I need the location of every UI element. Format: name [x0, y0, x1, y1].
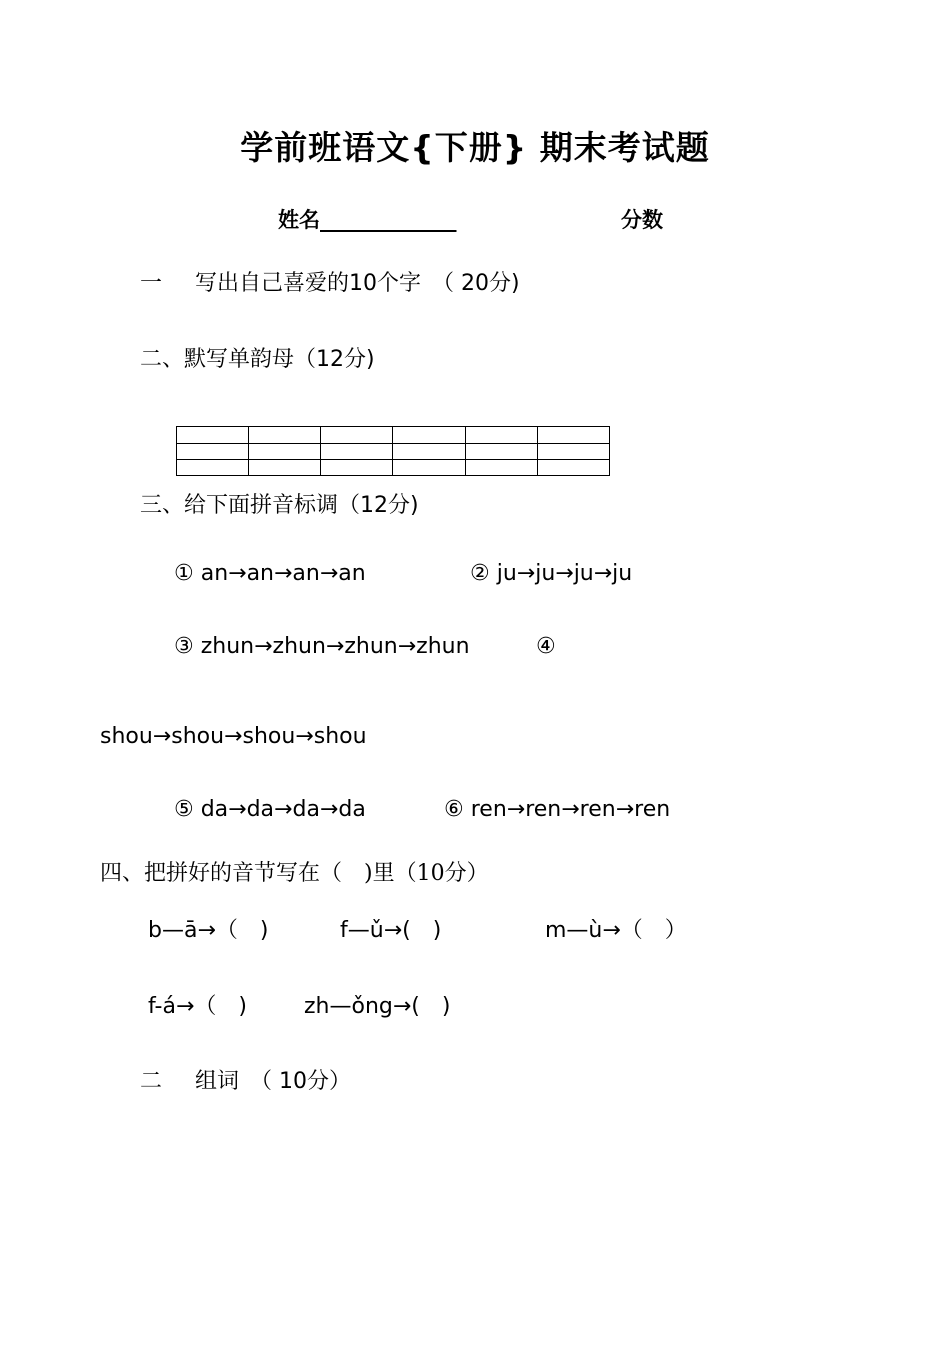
table-cell[interactable] [465, 427, 537, 444]
question-1-text: 写出自己喜爱的10个字 （ 20分) [195, 271, 520, 296]
page-title: 学前班语文{下册} 期末考试题 [240, 128, 710, 167]
table-cell[interactable] [321, 427, 393, 444]
score-label: 分数 [621, 208, 663, 232]
table-cell[interactable] [537, 427, 609, 444]
pinyin-item-4-number: ④ [536, 634, 556, 659]
table-cell[interactable] [249, 427, 321, 444]
question-3-text: 三、给下面拼音标调（12分) [140, 493, 419, 518]
syllable-item-2: f—ǔ→( ) [340, 918, 442, 943]
table-cell[interactable] [177, 444, 249, 460]
table-cell[interactable] [537, 460, 609, 476]
question-2-text: 二、默写单韵母（12分) [140, 347, 375, 372]
table-cell[interactable] [393, 444, 465, 460]
table-cell[interactable] [465, 460, 537, 476]
syllable-item-1: b—ā→（ ) [148, 918, 269, 943]
table-cell[interactable] [321, 460, 393, 476]
question-4-text: 四、把拼好的音节写在（ )里（10分） [100, 861, 489, 886]
pinyin-item-6: ⑥ ren→ren→ren→ren [444, 797, 671, 822]
pinyin-item-4: shou→shou→shou→shou [100, 724, 367, 749]
syllable-item-5: zh—ǒng→( ) [304, 994, 451, 1019]
table-cell[interactable] [393, 460, 465, 476]
pinyin-item-3: ③ zhun→zhun→zhun→zhun [174, 634, 470, 659]
syllable-item-3: m—ù→（ ） [545, 918, 687, 943]
table-cell[interactable] [465, 444, 537, 460]
question-1-number: 一 [140, 271, 163, 296]
syllable-item-4: f-á→（ ) [148, 994, 247, 1019]
table-cell[interactable] [249, 460, 321, 476]
pinyin-item-1: ① an→an→an→an [174, 561, 366, 586]
table-cell[interactable] [177, 427, 249, 444]
vowel-writing-table [176, 426, 610, 476]
question-5-number: 二 [140, 1069, 163, 1094]
table-cell[interactable] [321, 444, 393, 460]
name-field-label: 姓名_____________ [278, 208, 457, 232]
pinyin-item-2: ② ju→ju→ju→ju [470, 561, 633, 586]
table-cell[interactable] [177, 460, 249, 476]
pinyin-item-5: ⑤ da→da→da→da [174, 797, 366, 822]
table-cell[interactable] [537, 444, 609, 460]
question-5-text: 组词 （ 10分） [195, 1069, 351, 1094]
table-cell[interactable] [393, 427, 465, 444]
table-cell[interactable] [249, 444, 321, 460]
